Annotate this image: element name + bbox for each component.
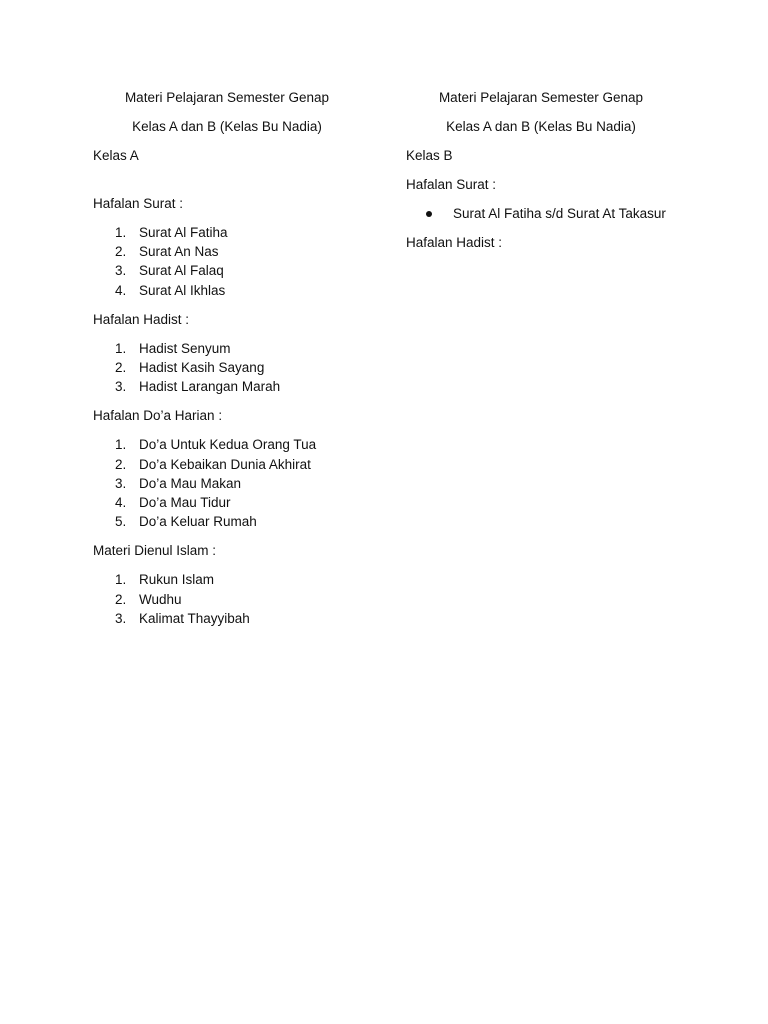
surat-heading: Hafalan Surat : [406, 177, 497, 192]
list-item: 3. Do’a Mau Makan [115, 475, 242, 491]
doc-subtitle: Kelas A dan B (Kelas Bu Nadia) [446, 119, 636, 134]
list-item: 1. Do’a Untuk Kedua Orang Tua [115, 437, 317, 453]
list-item: 5. Do’a Keluar Rumah [115, 514, 257, 530]
list-item: 2. Hadist Kasih Sayang [115, 360, 265, 376]
column-kelas-a [93, 88, 361, 628]
list-item: 2. Surat An Nas [115, 244, 219, 260]
list-item: 1. Surat Al Fatiha [115, 225, 228, 240]
doa-heading: Hafalan Do’a Harian : [93, 408, 223, 424]
list-item: 2. Wudhu [115, 591, 182, 607]
list-item: 2. Do’a Kebaikan Dunia Akhirat [115, 456, 311, 472]
doc-title: Materi Pelajaran Semester Genap [124, 90, 330, 105]
surat-bullet-list [406, 204, 676, 223]
doc-title: Materi Pelajaran Semester Genap [438, 90, 644, 105]
doc-subtitle: Kelas A dan B (Kelas Bu Nadia) [132, 119, 322, 134]
list-item: 1. Rukun Islam [115, 572, 215, 588]
kelas-label: Kelas B [406, 148, 453, 163]
column-kelas-b [406, 88, 676, 252]
bullet-icon [426, 211, 432, 217]
hadist-list [93, 339, 361, 397]
list-item: 4. Do’a Mau Tidur [115, 495, 231, 511]
hadist-heading: Hafalan Hadist : [93, 311, 190, 327]
list-item: 3. Surat Al Falaq [115, 263, 224, 279]
surat-list [93, 223, 361, 300]
list-item: 4. Surat Al Ikhlas [115, 282, 226, 298]
list-item: 3. Hadist Larangan Marah [115, 379, 281, 395]
doa-list [93, 435, 361, 531]
dienul-list [93, 570, 361, 628]
dienul-heading: Materi Dienul Islam : [93, 543, 217, 559]
list-item: 3. Kalimat Thayyibah [115, 610, 250, 626]
hadist-heading: Hafalan Hadist : [406, 235, 503, 250]
kelas-label: Kelas A [93, 148, 139, 163]
surat-heading: Hafalan Surat : [93, 196, 184, 211]
list-item: 1. Hadist Senyum [115, 340, 231, 356]
list-item: Surat Al Fatiha s/d Surat At Takasur [406, 204, 676, 223]
